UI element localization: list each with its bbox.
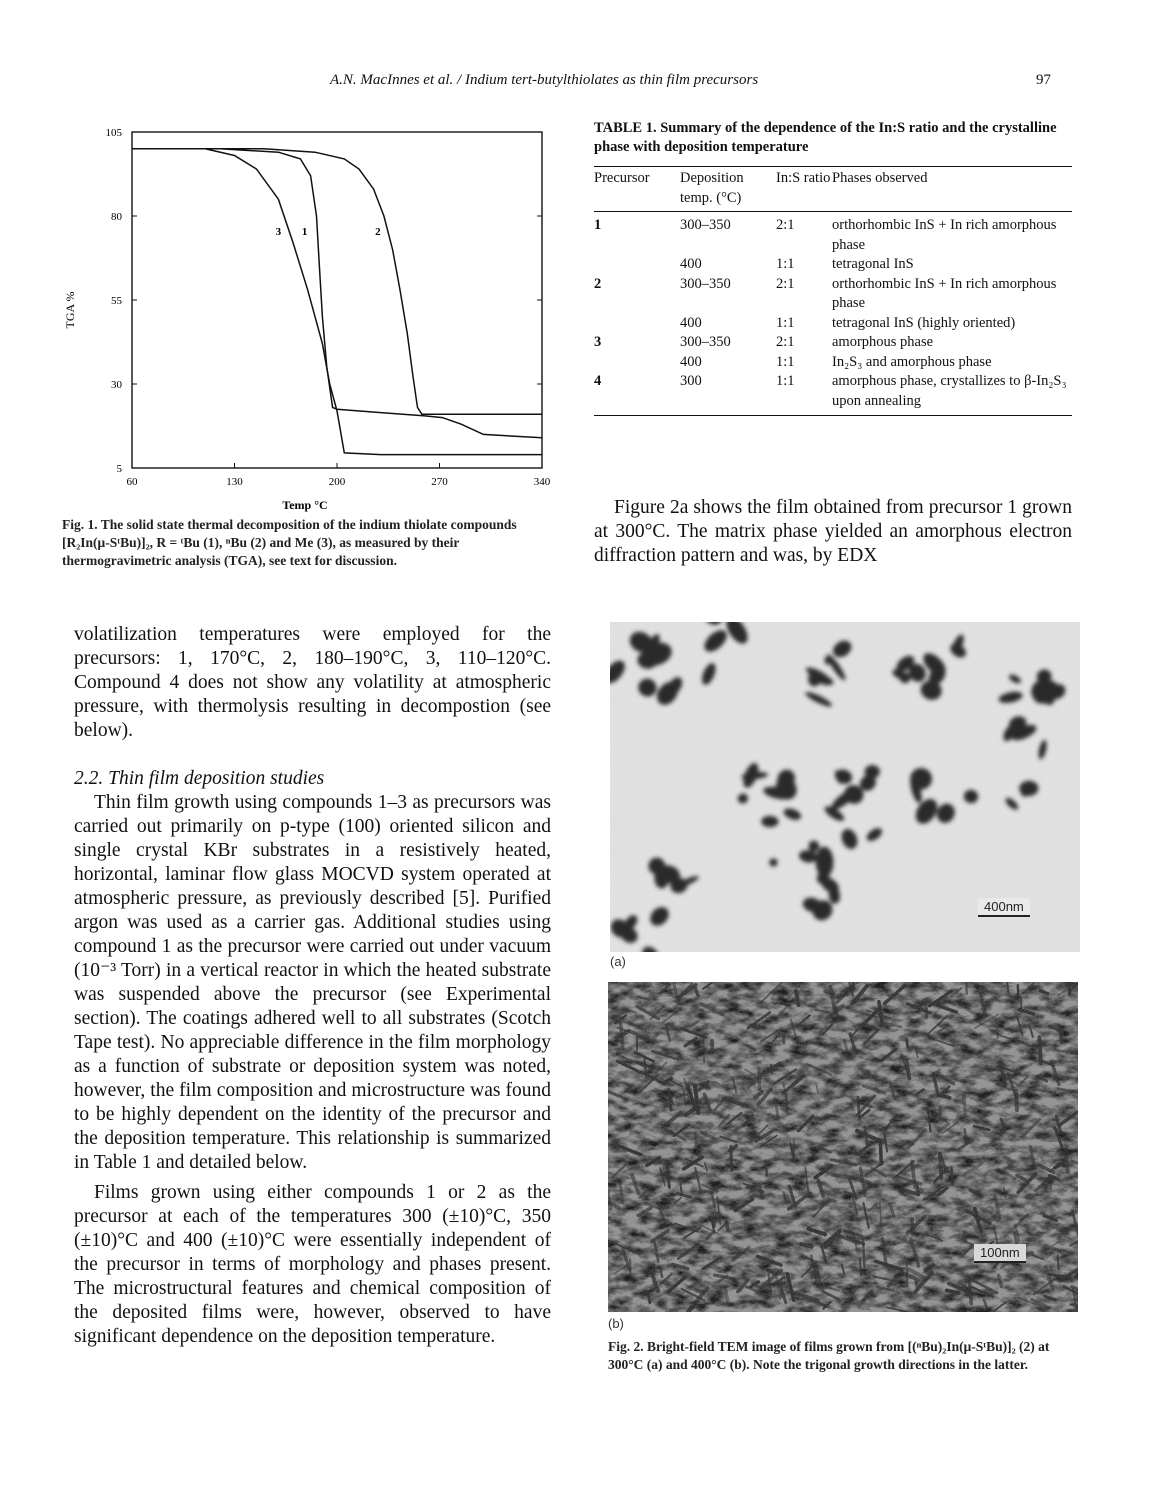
paragraph-films-grown: Films grown using either compounds 1 or 2 as the precursor at each of the temperatures 300 (±10)°C, 350 (±10)°C and 400 (±10)°C were essentially independent of the precursor in terms of morphology and phases present. The microstructural features and chemical composition of the deposited films were, however, observed to have significant dependence on the deposition temperature. (74, 1182, 551, 1347)
figure1-caption: Fig. 1. The solid state thermal decomposition of the indium thiolate compounds [R₂In(μ-SᵗBu)]₂, R = ᵗBu (1), ⁿBu (2) and Me (3), as measured by their thermogravimetric analysis (TGA), see text for discussion. (62, 517, 517, 568)
y-tick-label: 5 (116, 463, 122, 475)
chart-series (132, 149, 542, 455)
table-row (594, 353, 1072, 373)
paragraph-figure2a: Figure 2a shows the film obtained from precursor 1 grown at 300°C. The matrix phase yielded an amorphous electron diffraction pattern and was, by EDX (594, 497, 1072, 566)
header-phases: Phases observed (832, 170, 928, 186)
cell-precursor: 4 (594, 373, 602, 389)
cell-temp: 300–350 (680, 275, 731, 292)
cell-phases: amorphous phase, crystallizes to β-In₂S₃ upon annealing (832, 373, 1067, 409)
table1 (594, 166, 1072, 416)
cell-ratio: 1:1 (776, 353, 795, 370)
table1-title: TABLE 1. Summary of the dependence of the In:S ratio and the crystalline phase with deposition temperature (594, 120, 1057, 155)
series-line-1 (132, 149, 542, 438)
tem-image-a (610, 622, 1080, 952)
table-row (594, 212, 1072, 256)
cell-precursor: 2 (594, 275, 602, 292)
header-deposition-temp: Deposition temp. (°C) (680, 170, 744, 206)
tem-image-b (608, 982, 1078, 1312)
cell-phases: orthorhombic InS + In rich amorphous phase (832, 275, 1057, 311)
cell-precursor (594, 314, 680, 334)
series-line-2 (132, 149, 542, 414)
cell-phases: tetragonal InS (highly oriented) (832, 314, 1016, 331)
cell-ratio: 1:1 (776, 314, 795, 331)
panel-label-b: (b) (608, 1316, 624, 1331)
y-tick-label: 30 (111, 379, 122, 391)
x-tick-label: 200 (328, 476, 346, 488)
cell-precursor (594, 255, 680, 275)
tga-chart (60, 120, 560, 520)
left-column (74, 623, 551, 1349)
cell-temp: 400 (680, 256, 702, 272)
table-row (594, 333, 1072, 353)
cell-temp: 300 (680, 373, 702, 389)
cell-ratio: 2:1 (776, 217, 795, 233)
cell-precursor: 3 (594, 334, 602, 350)
cell-phases: amorphous phase (832, 334, 934, 350)
cell-phases: orthorhombic InS + In rich amorphous phase (832, 217, 1057, 253)
cell-temp: 400 (680, 314, 702, 331)
scale-bar-b: 100nm (974, 1244, 1026, 1263)
series-label-3: 3 (275, 225, 282, 238)
cell-precursor (594, 353, 680, 373)
paragraph-thin-film-growth: Thin film growth using compounds 1–3 as precursors was carried out primarily on p-type (100) oriented silicon and single crystal KBr substrates in a resistively heated, horizontal, laminar flow glass MOCVD system operated at atmospheric pressure, as previously described [5]. Purified argon was used as a carrier gas. Additional studies using compound 1 as the precursor were carried out under vacuum (10⁻³ Torr) in a vertical reactor in which the heated substrate was suspended above the precursor (see Experimental section). The coatings adhered well to all substrates (Scotch Tape test). No appreciable difference in the film morphology as a function of substrate or deposition system was noted, however, the film composition and microstructure was found to be highly dependent on the identity of the precursor and the deposition temperature. This relationship is summarized in Table 1 and detailed below. (74, 792, 551, 1173)
x-tick-label: 340 (533, 476, 551, 488)
cell-temp: 300–350 (680, 217, 731, 233)
cell-temp: 400 (680, 353, 702, 370)
cell-precursor: 1 (594, 217, 602, 233)
header-ratio: In:S ratio (776, 170, 831, 186)
paragraph-volatilization: volatilization temperatures were employed for the precursors: 1, 170°C, 2, 180–190°C, 3, 110–120°C. Compound 4 does not show any volatility at atmospheric pressure, with thermolysis resulting in decompostion (see below). (74, 624, 551, 741)
series-label-1: 1 (301, 225, 308, 238)
cell-phases: In₂S₃ and amorphous phase (832, 353, 992, 370)
chart-x-axis-label: Temp °C (282, 498, 328, 512)
plot-frame (132, 132, 542, 468)
x-tick-label: 60 (126, 476, 138, 488)
figure2-caption: Fig. 2. Bright-field TEM image of films grown from [(ⁿBu)₂In(μ-SᵗBu)]₂ (2) at 300°C (a) and 400°C (b). Note the trigonal growth directions in the latter. (608, 1339, 1050, 1372)
table-row (594, 372, 1072, 416)
table-row (594, 314, 1072, 334)
series-line-3 (132, 149, 542, 455)
scale-bar-a: 400nm (978, 898, 1030, 917)
cell-ratio: 1:1 (776, 256, 795, 272)
panel-label-a: (a) (610, 954, 626, 969)
cell-temp: 300–350 (680, 334, 731, 350)
x-tick-label: 270 (431, 476, 448, 488)
table-row (594, 255, 1072, 275)
x-tick-label: 130 (226, 476, 243, 488)
cell-phases: tetragonal InS (832, 256, 914, 272)
header-precursor: Precursor (594, 170, 650, 186)
page-number: 97 (1036, 72, 1051, 88)
chart-y-axis-label: TGA % (63, 291, 77, 329)
y-tick-label: 55 (111, 295, 122, 307)
section-heading-thin-film: 2.2. Thin film deposition studies (74, 768, 325, 789)
cell-ratio: 1:1 (776, 373, 795, 389)
cell-ratio: 2:1 (776, 275, 795, 292)
y-tick-label: 105 (105, 127, 122, 139)
running-head: A.N. MacInnes et al. / Indium tert-butylthiolates as thin film precursors (330, 72, 759, 88)
table-header-row (594, 167, 1072, 212)
y-tick-label: 80 (111, 211, 122, 223)
series-label-2: 2 (375, 225, 381, 238)
table-row (594, 275, 1072, 314)
cell-ratio: 2:1 (776, 334, 795, 350)
chart-axes (132, 132, 542, 468)
